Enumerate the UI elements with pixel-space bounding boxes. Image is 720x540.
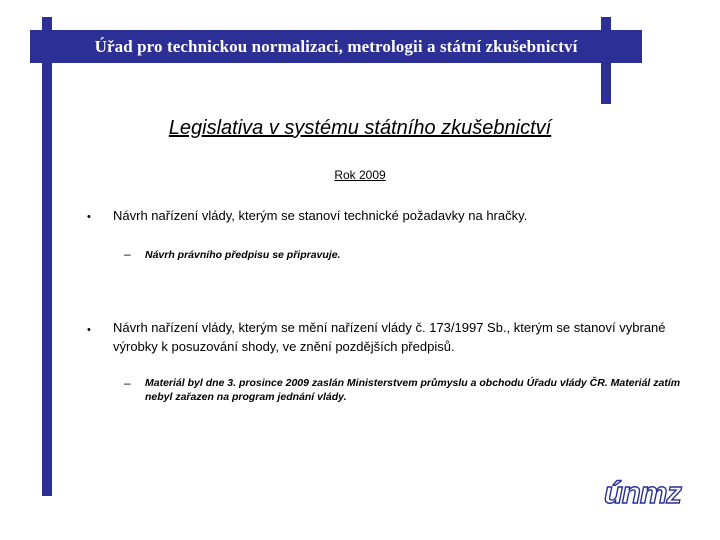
unmz-logo-svg (604, 470, 690, 510)
item-2-text: Návrh nařízení vlády, kterým se mění nařízení vlády č. 173/1997 Sb., kterým se stanoví vybrané výrobky k posuzování shody, ve znění pozdějších předpisů. (113, 320, 666, 354)
slide-title: Legislativa v systému státního zkušebnictví (168, 117, 552, 139)
logo-text: únmz (604, 475, 681, 510)
header-title: Úřad pro technickou normalizaci, metrologii a státní zkušebnictví (94, 37, 578, 56)
item-1-text: Návrh nařízení vlády, kterým se stanoví technické požadavky na hračky. (113, 208, 528, 223)
slide-subtitle: Rok 2009 (334, 168, 386, 182)
item-2-subtext: Materiál byl dne 3. prosince 2009 zaslán Ministerstvem průmyslu a obchodu Úřadu vlády ČR. Materiál zatím nebyl zařazen na program jednání vlády. (145, 377, 681, 403)
sub-dash-1: – (124, 247, 131, 261)
left-accent-bar (42, 17, 52, 496)
unmz-logo-icon (604, 470, 690, 510)
sub-dash-2: – (124, 376, 131, 390)
bullet-1: • (87, 211, 91, 223)
bullet-2: • (87, 324, 91, 336)
item-1-subtext: Návrh právního předpisu se připravuje. (145, 249, 341, 261)
